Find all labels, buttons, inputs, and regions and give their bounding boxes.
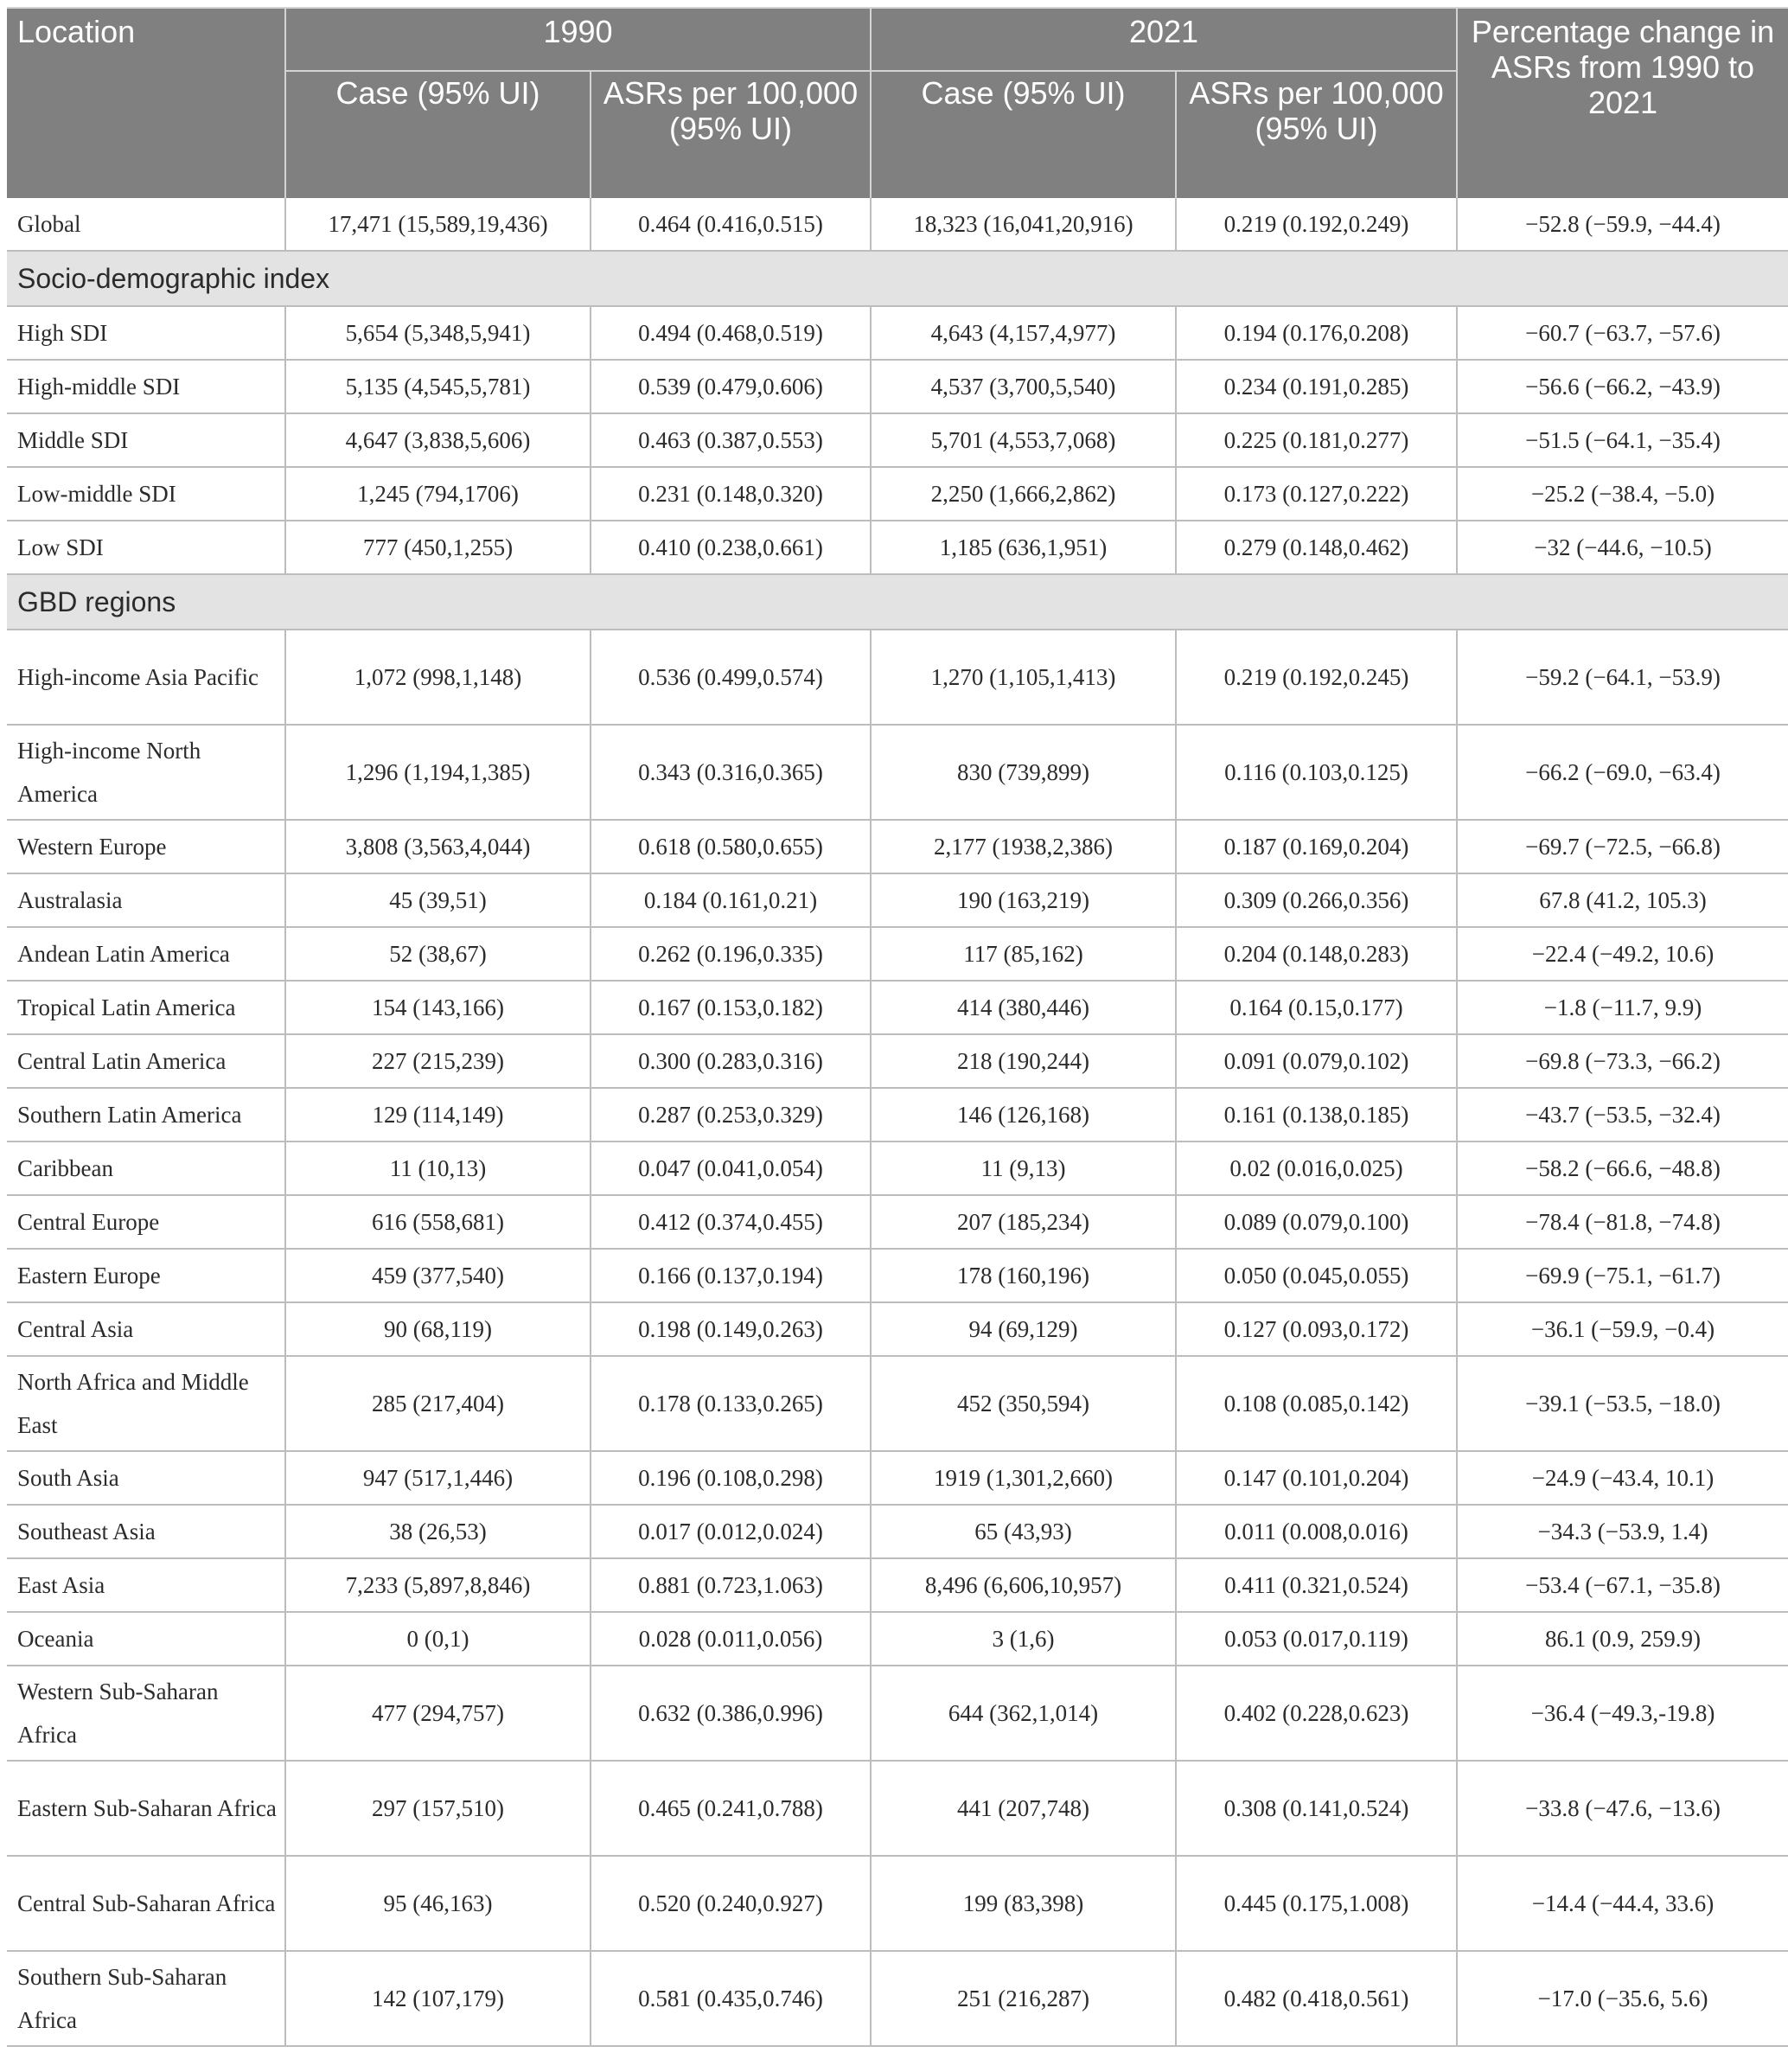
cell-case-1990: 90 (68,119): [285, 1302, 591, 1356]
cell-asr-1990: 0.465 (0.241,0.788): [591, 1761, 871, 1856]
table-row: [7, 1856, 1788, 1951]
cell-asr-2021: 0.173 (0.127,0.222): [1176, 467, 1457, 521]
cell-percentage-change: −56.6 (−66.2, −43.9): [1457, 360, 1788, 413]
cell-asr-2021: 0.219 (0.192,0.249): [1176, 198, 1457, 251]
cell-location: Southeast Asia: [7, 1505, 285, 1558]
cell-case-2021: 207 (185,234): [871, 1195, 1176, 1249]
cell-asr-2021: 0.204 (0.148,0.283): [1176, 927, 1457, 981]
header-percentage-change: Percentage change in ASRs from 1990 to 2021: [1457, 8, 1788, 198]
cell-location: Tropical Latin America: [7, 981, 285, 1034]
cell-case-1990: 38 (26,53): [285, 1505, 591, 1558]
section-label: Socio-demographic index: [7, 251, 1788, 306]
cell-asr-1990: 0.464 (0.416,0.515): [591, 198, 871, 251]
cell-location: Oceania: [7, 1612, 285, 1666]
table-row: [7, 1951, 1788, 2046]
cell-location: Southern Latin America: [7, 1088, 285, 1142]
cell-case-1990: 11 (10,13): [285, 1142, 591, 1195]
cell-location: East Asia: [7, 1558, 285, 1612]
cell-percentage-change: −66.2 (−69.0, −63.4): [1457, 725, 1788, 820]
cell-asr-2021: 0.482 (0.418,0.561): [1176, 1951, 1457, 2046]
cell-case-1990: 154 (143,166): [285, 981, 591, 1034]
cell-case-1990: 297 (157,510): [285, 1761, 591, 1856]
cell-location: South Asia: [7, 1451, 285, 1505]
cell-asr-1990: 0.539 (0.479,0.606): [591, 360, 871, 413]
table-row: [7, 413, 1788, 467]
cell-percentage-change: −36.4 (−49.3,-19.8): [1457, 1666, 1788, 1761]
cell-case-1990: 477 (294,757): [285, 1666, 591, 1761]
cell-percentage-change: −60.7 (−63.7, −57.6): [1457, 306, 1788, 360]
table-body: [7, 198, 1788, 2046]
table-row: [7, 1142, 1788, 1195]
results-table: [7, 7, 1788, 2047]
cell-case-1990: 142 (107,179): [285, 1951, 591, 2046]
cell-case-2021: 441 (207,748): [871, 1761, 1176, 1856]
cell-case-1990: 3,808 (3,563,4,044): [285, 820, 591, 873]
cell-percentage-change: −32 (−44.6, −10.5): [1457, 521, 1788, 574]
cell-asr-2021: 0.234 (0.191,0.285): [1176, 360, 1457, 413]
cell-asr-1990: 0.231 (0.148,0.320): [591, 467, 871, 521]
cell-case-2021: 830 (739,899): [871, 725, 1176, 820]
cell-location: Central Europe: [7, 1195, 285, 1249]
cell-percentage-change: −34.3 (−53.9, 1.4): [1457, 1505, 1788, 1558]
table-row: [7, 1356, 1788, 1451]
cell-asr-2021: 0.108 (0.085,0.142): [1176, 1356, 1457, 1451]
table-row: [7, 521, 1788, 574]
cell-percentage-change: −51.5 (−64.1, −35.4): [1457, 413, 1788, 467]
cell-case-2021: 1919 (1,301,2,660): [871, 1451, 1176, 1505]
cell-percentage-change: −22.4 (−49.2, 10.6): [1457, 927, 1788, 981]
cell-location: Middle SDI: [7, 413, 285, 467]
cell-case-2021: 644 (362,1,014): [871, 1666, 1176, 1761]
cell-asr-2021: 0.411 (0.321,0.524): [1176, 1558, 1457, 1612]
table-row: [7, 1761, 1788, 1856]
cell-percentage-change: 67.8 (41.2, 105.3): [1457, 873, 1788, 927]
cell-asr-1990: 0.632 (0.386,0.996): [591, 1666, 871, 1761]
cell-case-2021: 414 (380,446): [871, 981, 1176, 1034]
cell-asr-1990: 0.494 (0.468,0.519): [591, 306, 871, 360]
cell-location: Eastern Sub-Saharan Africa: [7, 1761, 285, 1856]
table-row: [7, 927, 1788, 981]
header-case-2021: Case (95% UI): [871, 71, 1176, 198]
table-row: [7, 981, 1788, 1034]
cell-case-2021: 178 (160,196): [871, 1249, 1176, 1302]
cell-percentage-change: −52.8 (−59.9, −44.4): [1457, 198, 1788, 251]
cell-case-2021: 146 (126,168): [871, 1088, 1176, 1142]
header-asr-1990: ASRs per 100,000 (95% UI): [591, 71, 871, 198]
table-row: [7, 360, 1788, 413]
cell-asr-2021: 0.053 (0.017,0.119): [1176, 1612, 1457, 1666]
cell-case-1990: 777 (450,1,255): [285, 521, 591, 574]
cell-asr-1990: 0.343 (0.316,0.365): [591, 725, 871, 820]
cell-location: Southern Sub-Saharan Africa: [7, 1951, 285, 2046]
cell-asr-1990: 0.618 (0.580,0.655): [591, 820, 871, 873]
cell-asr-2021: 0.089 (0.079,0.100): [1176, 1195, 1457, 1249]
header-asr-2021: ASRs per 100,000 (95% UI): [1176, 71, 1457, 198]
table-row: [7, 1666, 1788, 1761]
cell-case-1990: 4,647 (3,838,5,606): [285, 413, 591, 467]
cell-location: Western Sub-Saharan Africa: [7, 1666, 285, 1761]
table-row: [7, 306, 1788, 360]
cell-asr-1990: 0.198 (0.149,0.263): [591, 1302, 871, 1356]
cell-case-2021: 11 (9,13): [871, 1142, 1176, 1195]
cell-case-1990: 1,245 (794,1706): [285, 467, 591, 521]
cell-case-1990: 45 (39,51): [285, 873, 591, 927]
cell-location: Australasia: [7, 873, 285, 927]
header-year-2021: 2021: [871, 8, 1457, 71]
cell-case-2021: 8,496 (6,606,10,957): [871, 1558, 1176, 1612]
cell-asr-1990: 0.300 (0.283,0.316): [591, 1034, 871, 1088]
cell-percentage-change: −78.4 (−81.8, −74.8): [1457, 1195, 1788, 1249]
cell-percentage-change: −59.2 (−64.1, −53.9): [1457, 630, 1788, 725]
cell-case-1990: 616 (558,681): [285, 1195, 591, 1249]
cell-case-2021: 5,701 (4,553,7,068): [871, 413, 1176, 467]
cell-asr-2021: 0.147 (0.101,0.204): [1176, 1451, 1457, 1505]
cell-location: Central Sub-Saharan Africa: [7, 1856, 285, 1951]
cell-case-2021: 3 (1,6): [871, 1612, 1176, 1666]
cell-asr-2021: 0.164 (0.15,0.177): [1176, 981, 1457, 1034]
cell-case-2021: 190 (163,219): [871, 873, 1176, 927]
table-row: [7, 198, 1788, 251]
cell-location: Eastern Europe: [7, 1249, 285, 1302]
cell-percentage-change: −43.7 (−53.5, −32.4): [1457, 1088, 1788, 1142]
cell-asr-2021: 0.02 (0.016,0.025): [1176, 1142, 1457, 1195]
cell-case-1990: 227 (215,239): [285, 1034, 591, 1088]
cell-asr-2021: 0.116 (0.103,0.125): [1176, 725, 1457, 820]
table-header: [7, 8, 1788, 198]
cell-asr-2021: 0.308 (0.141,0.524): [1176, 1761, 1457, 1856]
cell-asr-1990: 0.047 (0.041,0.054): [591, 1142, 871, 1195]
cell-location: Central Latin America: [7, 1034, 285, 1088]
cell-percentage-change: −39.1 (−53.5, −18.0): [1457, 1356, 1788, 1451]
cell-case-1990: 95 (46,163): [285, 1856, 591, 1951]
cell-percentage-change: −17.0 (−35.6, 5.6): [1457, 1951, 1788, 2046]
cell-case-1990: 1,072 (998,1,148): [285, 630, 591, 725]
cell-case-2021: 65 (43,93): [871, 1505, 1176, 1558]
cell-location: Western Europe: [7, 820, 285, 873]
cell-asr-1990: 0.520 (0.240,0.927): [591, 1856, 871, 1951]
cell-percentage-change: −69.9 (−75.1, −61.7): [1457, 1249, 1788, 1302]
cell-percentage-change: −1.8 (−11.7, 9.9): [1457, 981, 1788, 1034]
cell-asr-1990: 0.178 (0.133,0.265): [591, 1356, 871, 1451]
cell-case-1990: 459 (377,540): [285, 1249, 591, 1302]
section-label: GBD regions: [7, 574, 1788, 630]
cell-case-2021: 4,537 (3,700,5,540): [871, 360, 1176, 413]
cell-asr-2021: 0.091 (0.079,0.102): [1176, 1034, 1457, 1088]
cell-percentage-change: −14.4 (−44.4, 33.6): [1457, 1856, 1788, 1951]
cell-location: North Africa and Middle East: [7, 1356, 285, 1451]
cell-asr-2021: 0.161 (0.138,0.185): [1176, 1088, 1457, 1142]
table-row: [7, 630, 1788, 725]
cell-asr-2021: 0.445 (0.175,1.008): [1176, 1856, 1457, 1951]
cell-asr-2021: 0.225 (0.181,0.277): [1176, 413, 1457, 467]
cell-case-1990: 285 (217,404): [285, 1356, 591, 1451]
cell-percentage-change: −24.9 (−43.4, 10.1): [1457, 1451, 1788, 1505]
cell-asr-1990: 0.536 (0.499,0.574): [591, 630, 871, 725]
table-row: [7, 820, 1788, 873]
header-case-1990: Case (95% UI): [285, 71, 591, 198]
cell-asr-2021: 0.402 (0.228,0.623): [1176, 1666, 1457, 1761]
cell-asr-1990: 0.262 (0.196,0.335): [591, 927, 871, 981]
cell-location: Low-middle SDI: [7, 467, 285, 521]
table-row: [7, 1505, 1788, 1558]
cell-location: High-income Asia Pacific: [7, 630, 285, 725]
cell-case-2021: 251 (216,287): [871, 1951, 1176, 2046]
table-row: [7, 873, 1788, 927]
header-year-1990: 1990: [285, 8, 871, 71]
cell-location: Caribbean: [7, 1142, 285, 1195]
cell-case-2021: 199 (83,398): [871, 1856, 1176, 1951]
cell-asr-2021: 0.309 (0.266,0.356): [1176, 873, 1457, 927]
cell-case-2021: 1,270 (1,105,1,413): [871, 630, 1176, 725]
cell-asr-1990: 0.581 (0.435,0.746): [591, 1951, 871, 2046]
cell-case-1990: 7,233 (5,897,8,846): [285, 1558, 591, 1612]
table-row: [7, 725, 1788, 820]
cell-asr-2021: 0.011 (0.008,0.016): [1176, 1505, 1457, 1558]
table-row: [7, 1195, 1788, 1249]
cell-case-2021: 4,643 (4,157,4,977): [871, 306, 1176, 360]
section-row: [7, 251, 1788, 306]
cell-location: High SDI: [7, 306, 285, 360]
header-location: Location: [7, 8, 285, 198]
cell-case-1990: 947 (517,1,446): [285, 1451, 591, 1505]
table-row: [7, 1302, 1788, 1356]
table-row: [7, 1088, 1788, 1142]
cell-case-2021: 452 (350,594): [871, 1356, 1176, 1451]
cell-percentage-change: −69.7 (−72.5, −66.8): [1457, 820, 1788, 873]
cell-percentage-change: −33.8 (−47.6, −13.6): [1457, 1761, 1788, 1856]
cell-asr-2021: 0.050 (0.045,0.055): [1176, 1249, 1457, 1302]
cell-asr-1990: 0.463 (0.387,0.553): [591, 413, 871, 467]
cell-asr-2021: 0.279 (0.148,0.462): [1176, 521, 1457, 574]
cell-asr-1990: 0.412 (0.374,0.455): [591, 1195, 871, 1249]
cell-location: Andean Latin America: [7, 927, 285, 981]
cell-asr-1990: 0.881 (0.723,1.063): [591, 1558, 871, 1612]
cell-case-2021: 2,250 (1,666,2,862): [871, 467, 1176, 521]
table-row: [7, 1612, 1788, 1666]
header-row-1: [7, 8, 1788, 71]
cell-percentage-change: −36.1 (−59.9, −0.4): [1457, 1302, 1788, 1356]
section-row: [7, 574, 1788, 630]
cell-percentage-change: −53.4 (−67.1, −35.8): [1457, 1558, 1788, 1612]
cell-case-2021: 117 (85,162): [871, 927, 1176, 981]
cell-asr-2021: 0.187 (0.169,0.204): [1176, 820, 1457, 873]
cell-percentage-change: −25.2 (−38.4, −5.0): [1457, 467, 1788, 521]
cell-asr-2021: 0.194 (0.176,0.208): [1176, 306, 1457, 360]
cell-location: Central Asia: [7, 1302, 285, 1356]
cell-case-1990: 5,654 (5,348,5,941): [285, 306, 591, 360]
cell-case-2021: 18,323 (16,041,20,916): [871, 198, 1176, 251]
cell-asr-2021: 0.219 (0.192,0.245): [1176, 630, 1457, 725]
cell-location: High-middle SDI: [7, 360, 285, 413]
cell-case-1990: 1,296 (1,194,1,385): [285, 725, 591, 820]
cell-case-1990: 129 (114,149): [285, 1088, 591, 1142]
cell-percentage-change: 86.1 (0.9, 259.9): [1457, 1612, 1788, 1666]
cell-location: Global: [7, 198, 285, 251]
table-row: [7, 1034, 1788, 1088]
cell-case-2021: 1,185 (636,1,951): [871, 521, 1176, 574]
cell-asr-1990: 0.167 (0.153,0.182): [591, 981, 871, 1034]
cell-asr-1990: 0.028 (0.011,0.056): [591, 1612, 871, 1666]
table-row: [7, 1249, 1788, 1302]
cell-asr-2021: 0.127 (0.093,0.172): [1176, 1302, 1457, 1356]
cell-case-1990: 17,471 (15,589,19,436): [285, 198, 591, 251]
cell-asr-1990: 0.410 (0.238,0.661): [591, 521, 871, 574]
cell-asr-1990: 0.184 (0.161,0.21): [591, 873, 871, 927]
cell-asr-1990: 0.196 (0.108,0.298): [591, 1451, 871, 1505]
cell-case-1990: 0 (0,1): [285, 1612, 591, 1666]
cell-case-1990: 5,135 (4,545,5,781): [285, 360, 591, 413]
table-row: [7, 1558, 1788, 1612]
cell-case-2021: 218 (190,244): [871, 1034, 1176, 1088]
cell-case-1990: 52 (38,67): [285, 927, 591, 981]
cell-asr-1990: 0.017 (0.012,0.024): [591, 1505, 871, 1558]
cell-asr-1990: 0.287 (0.253,0.329): [591, 1088, 871, 1142]
cell-case-2021: 2,177 (1938,2,386): [871, 820, 1176, 873]
cell-location: High-income North America: [7, 725, 285, 820]
cell-location: Low SDI: [7, 521, 285, 574]
cell-percentage-change: −58.2 (−66.6, −48.8): [1457, 1142, 1788, 1195]
cell-case-2021: 94 (69,129): [871, 1302, 1176, 1356]
table-row: [7, 1451, 1788, 1505]
cell-percentage-change: −69.8 (−73.3, −66.2): [1457, 1034, 1788, 1088]
cell-asr-1990: 0.166 (0.137,0.194): [591, 1249, 871, 1302]
table-row: [7, 467, 1788, 521]
